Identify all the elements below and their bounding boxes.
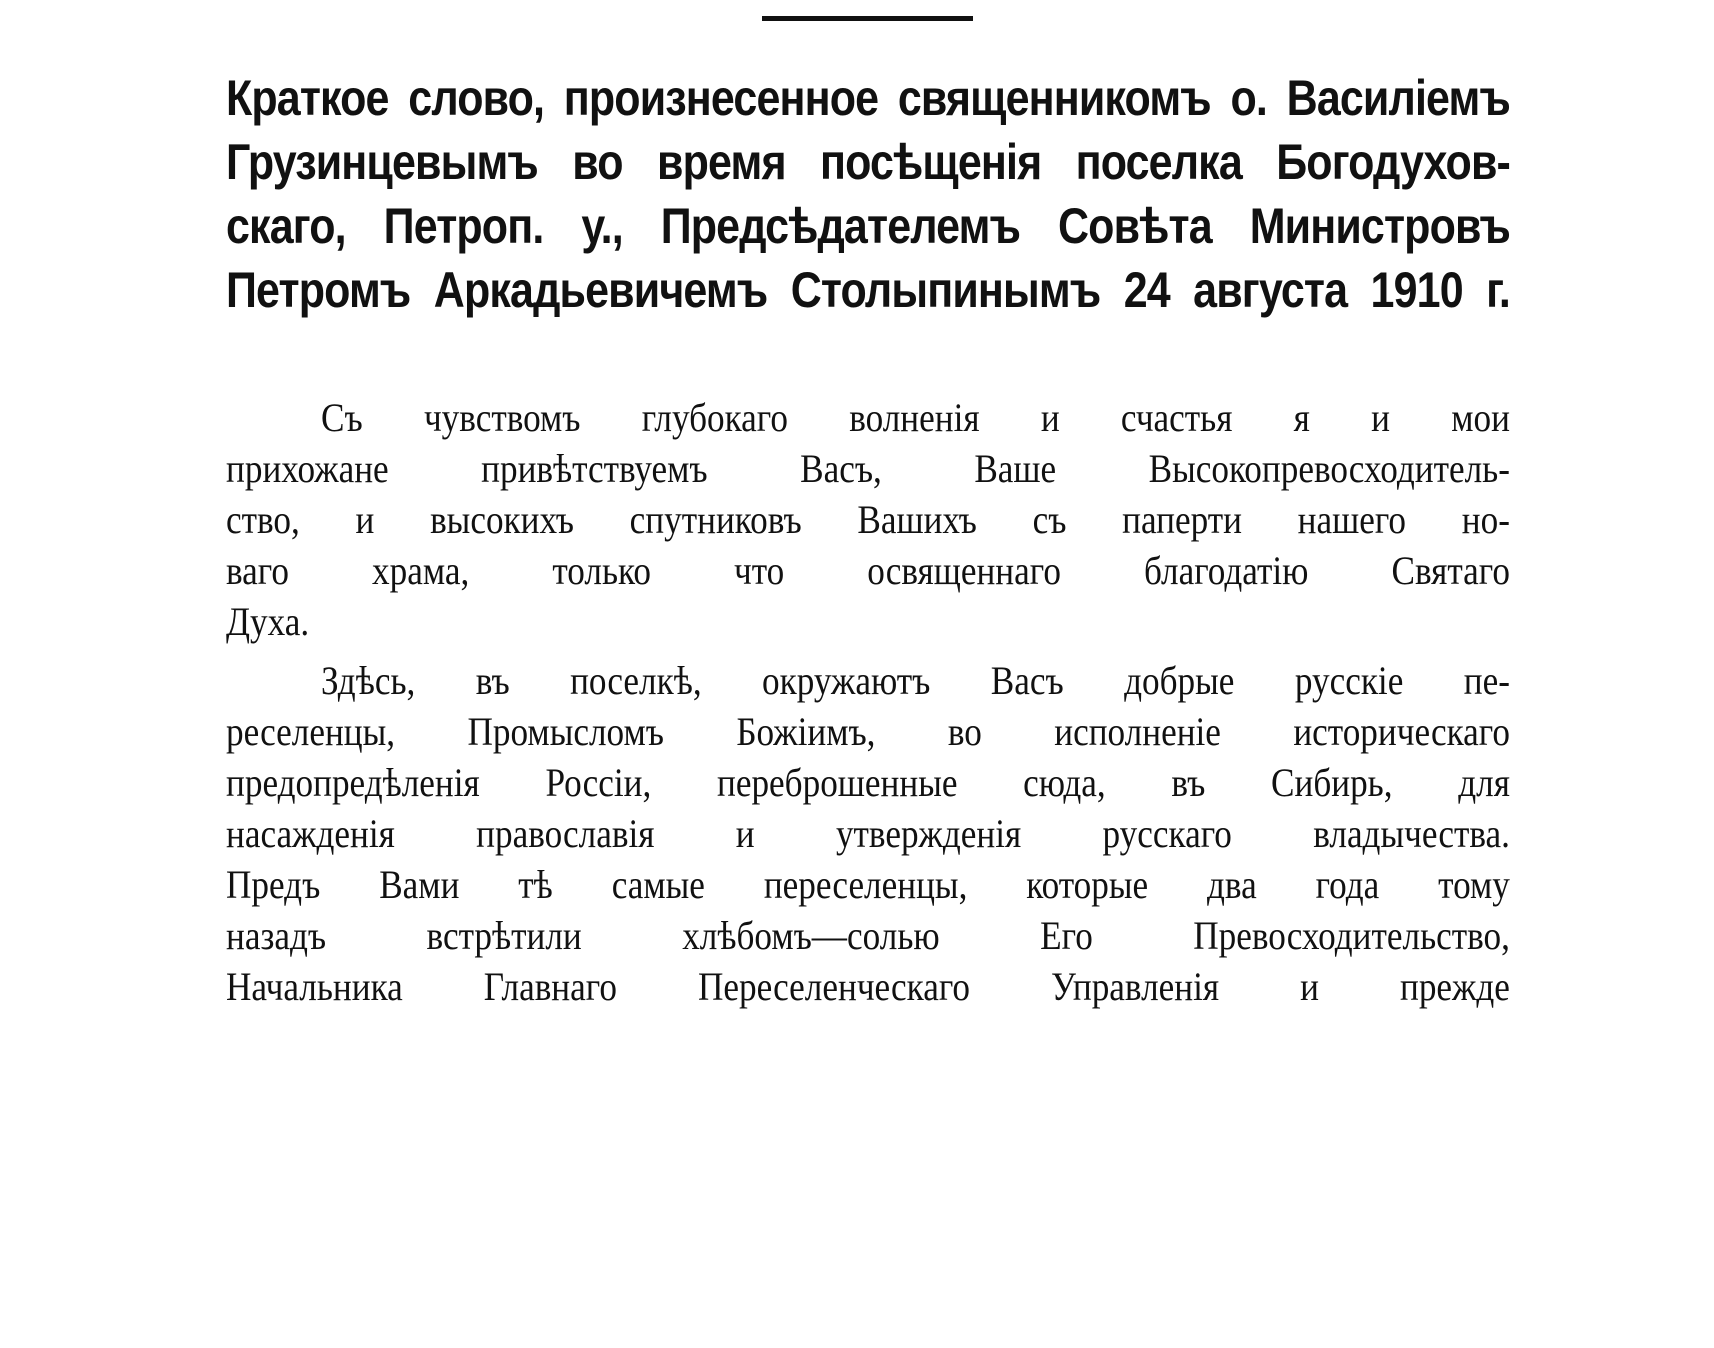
paragraph-2-line-7: Начальника Главнаго Переселенческаго Управленія и прежде [226,964,1510,1009]
title-line-4: Петромъ Аркадьевичемъ Столыпинымъ 24 августа 1910 г. [226,262,1510,318]
paragraph-2 [226,655,1510,1012]
paragraph-2-line-6: назадъ встрѣтили хлѣбомъ—солью Его Превосходительство, [226,913,1510,958]
paragraph-2-line-4: насажденія православія и утвержденія русскаго владычества. [226,811,1510,856]
paragraph-1-line-4: ваго храма, только что освященнаго благодатію Святаго [226,548,1510,593]
paragraph-2-line-1: Здѣсь, въ поселкѣ, окружаютъ Васъ добрые русскіе пе- [321,658,1510,703]
paragraph-1-line-3: ство, и высокихъ спутниковъ Вашихъ съ паперти нашего но- [226,497,1510,542]
paragraph-1 [226,392,1510,647]
title-line-3: скаго, Петроп. у., Предсѣдателемъ Совѣта Министровъ [226,198,1510,254]
paragraph-2-line-2: реселенцы, Промысломъ Божіимъ, во исполненіе историческаго [226,709,1510,754]
document-body [226,392,1510,1012]
paragraph-2-line-5: Предъ Вами тѣ самые переселенцы, которые два года тому [226,862,1510,907]
paragraph-2-line-3: предопредѣленія Россіи, переброшенные сюда, въ Сибирь, для [226,760,1510,805]
paragraph-1-line-2: прихожане привѣтствуемъ Васъ, Ваше Высокопревосходитель- [226,446,1510,491]
paragraph-1-line-5: Духа. [226,599,310,644]
top-divider-rule [762,16,973,21]
title-line-2: Грузинцевымъ во время посѣщенія поселка Богодухов- [226,134,1510,190]
document-title [226,66,1510,322]
paragraph-spacer [226,647,1510,655]
title-line-1: Краткое слово, произнесенное священникомъ о. Василіемъ [226,70,1510,126]
paragraph-1-line-1: Съ чувствомъ глубокаго волненія и счастья я и мои [321,395,1510,440]
